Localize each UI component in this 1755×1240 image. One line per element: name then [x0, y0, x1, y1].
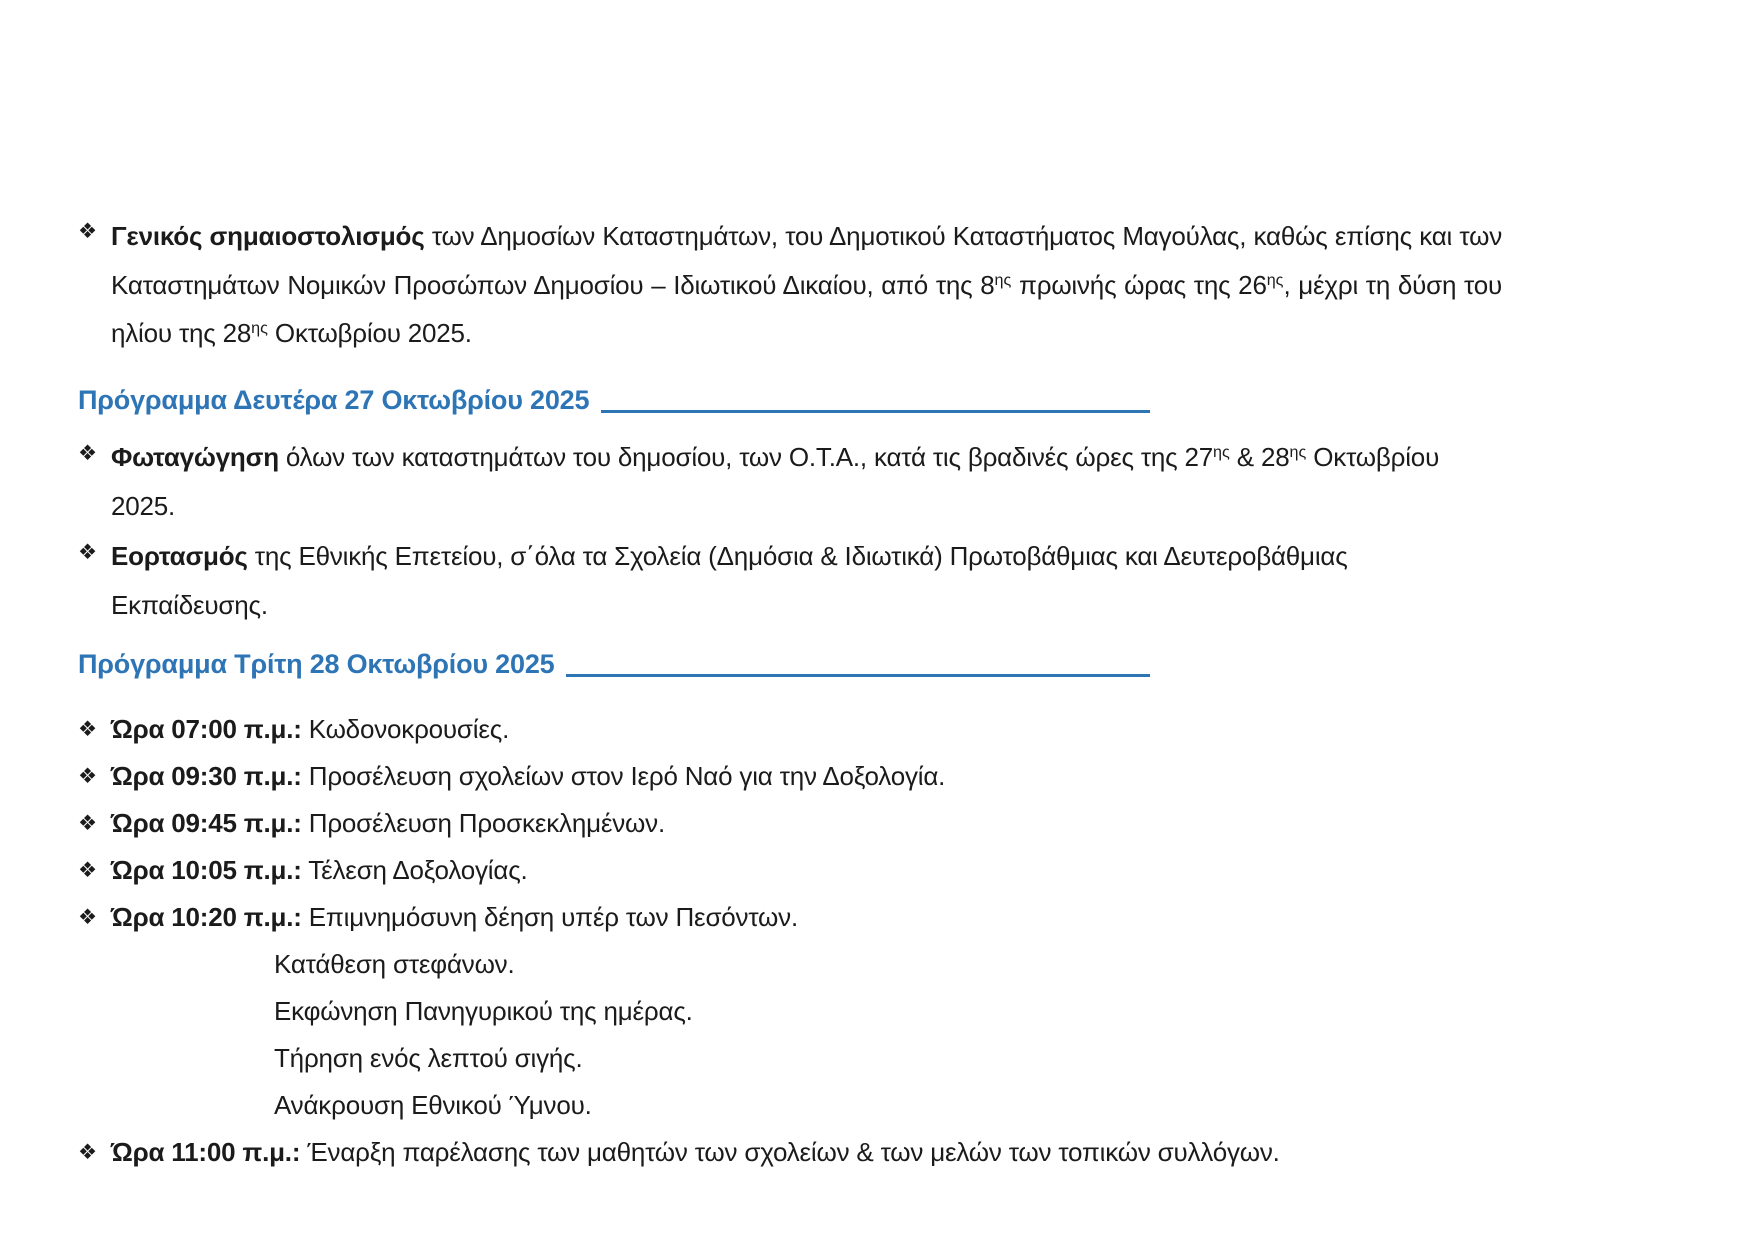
schedule-line: [111, 809, 1502, 837]
diamond-bullet-icon: ❖: [78, 440, 97, 465]
schedule-time-label: Ώρα 10:05 π.μ.:: [111, 855, 302, 886]
schedule-item-body: [111, 762, 1502, 790]
bullet-item: [78, 212, 1502, 358]
schedule-time-label: Ώρα 09:45 π.μ.:: [111, 808, 302, 839]
bullet-item-text: [111, 532, 1502, 631]
diamond-bullet-icon: ❖: [78, 717, 97, 742]
schedule-item: [78, 856, 1502, 884]
diamond-bullet-icon: ❖: [78, 811, 97, 836]
schedule-time-label: Ώρα 10:20 π.μ.:: [111, 902, 302, 933]
diamond-bullet-icon: ❖: [78, 858, 97, 883]
bold-text-run: Γενικός σημαιοστολισμός: [111, 221, 425, 251]
schedule-time-label: Ώρα 07:00 π.μ.:: [111, 714, 302, 745]
program-heading: [78, 649, 1150, 680]
superscript-run: ης: [994, 270, 1012, 289]
document-body: [78, 212, 1502, 1185]
schedule-subline: Κατάθεση στεφάνων.: [274, 949, 515, 980]
diamond-bullet-icon: ❖: [78, 905, 97, 930]
diamond-bullet-icon: ❖: [78, 219, 97, 243]
schedule-item: [78, 762, 1502, 790]
text-run: των Δημοσίων Καταστημάτων, του Δημοτικού Καταστήματος Μαγούλας, καθώς επίσης και των Καταστημάτων Νομικών Προσώπων Δημοσίου – Ιδιωτικού Δικαίου, από της 8: [111, 221, 1503, 300]
superscript-run: ης: [251, 319, 268, 338]
diamond-bullet-icon: ❖: [78, 1140, 97, 1165]
bullet-item: [78, 532, 1502, 631]
text-run: της Εθνικής Επετείου, σ΄όλα τα Σχολεία (Δημόσια & Ιδιωτικά) Πρωτοβάθμιας και Δευτεροβάθμιας Εκπαίδευσης.: [111, 540, 1348, 621]
schedule-description: Επιμνημόσυνη δέηση υπέρ των Πεσόντων.: [308, 902, 798, 933]
text-run: όλων των καταστημάτων του δημοσίου, των Ο.Τ.Α., κατά τις βραδινές ώρες της 27: [278, 441, 1214, 472]
schedule-subline: Εκφώνηση Πανηγυρικού της ημέρας.: [274, 996, 693, 1027]
text-run: πρωινής ώρας της 26: [1011, 269, 1267, 300]
schedule-line: [111, 715, 1502, 743]
schedule-description: Προσέλευση σχολείων στον Ιερό Ναό για την Δοξολογία.: [308, 761, 946, 792]
schedule-subline: Τήρηση ενός λεπτού σιγής.: [274, 1043, 583, 1074]
schedule-item-body: [111, 1138, 1502, 1166]
schedule-item-body: [111, 903, 1502, 1119]
schedule-item-body: [111, 856, 1502, 884]
program-heading-label: Πρόγραμμα Δευτέρα 27 Οκτωβρίου 2025: [78, 384, 590, 415]
schedule-item: [78, 715, 1502, 743]
bullet-item-text: [111, 433, 1502, 532]
bullet-item-text: [111, 212, 1502, 358]
superscript-run: ης: [1289, 443, 1307, 462]
superscript-run: ης: [1213, 443, 1230, 462]
diamond-bullet-icon: ❖: [78, 539, 97, 564]
text-run: , μέχρι τη δύση του ηλίου της 28: [111, 269, 1503, 349]
schedule-item: [78, 903, 1502, 1119]
schedule-subline: Ανάκρουση Εθνικού Ύμνου.: [274, 1090, 592, 1121]
schedule-line: [111, 762, 1502, 790]
schedule-line: [111, 903, 1502, 931]
superscript-run: ης: [1266, 270, 1284, 289]
program-heading: [78, 385, 1150, 416]
bold-text-run: Φωταγώγηση: [111, 441, 279, 472]
schedule-line: [111, 856, 1502, 884]
schedule-description: Έναρξη παρέλασης των μαθητών των σχολείων & των μελών των τοπικών συλλόγων.: [307, 1137, 1280, 1168]
schedule-item-body: [111, 809, 1502, 837]
heading-underline: [601, 385, 1150, 413]
schedule-item: [78, 1138, 1502, 1166]
schedule-time-label: Ώρα 09:30 π.μ.:: [111, 761, 302, 792]
schedule-description: Τέλεση Δοξολογίας.: [308, 855, 528, 886]
diamond-bullet-icon: ❖: [78, 764, 97, 789]
text-run: Οκτωβρίου 2025.: [267, 318, 472, 349]
schedule-time-label: Ώρα 11:00 π.μ.:: [111, 1137, 301, 1168]
schedule-description: Προσέλευση Προσκεκλημένων.: [308, 808, 665, 839]
schedule-description: Κωδονοκρουσίες.: [308, 714, 510, 745]
program-heading-label: Πρόγραμμα Τρίτη 28 Οκτωβρίου 2025: [78, 649, 555, 680]
schedule-item: [78, 809, 1502, 837]
schedule-line: [111, 1138, 1502, 1166]
schedule-item-body: [111, 715, 1502, 743]
bold-text-run: Εορτασμός: [111, 540, 248, 571]
bullet-item: [78, 433, 1502, 532]
heading-underline: [566, 649, 1150, 677]
text-run: Οκτωβρίου 2025.: [111, 441, 1440, 522]
text-run: & 28: [1229, 441, 1290, 472]
